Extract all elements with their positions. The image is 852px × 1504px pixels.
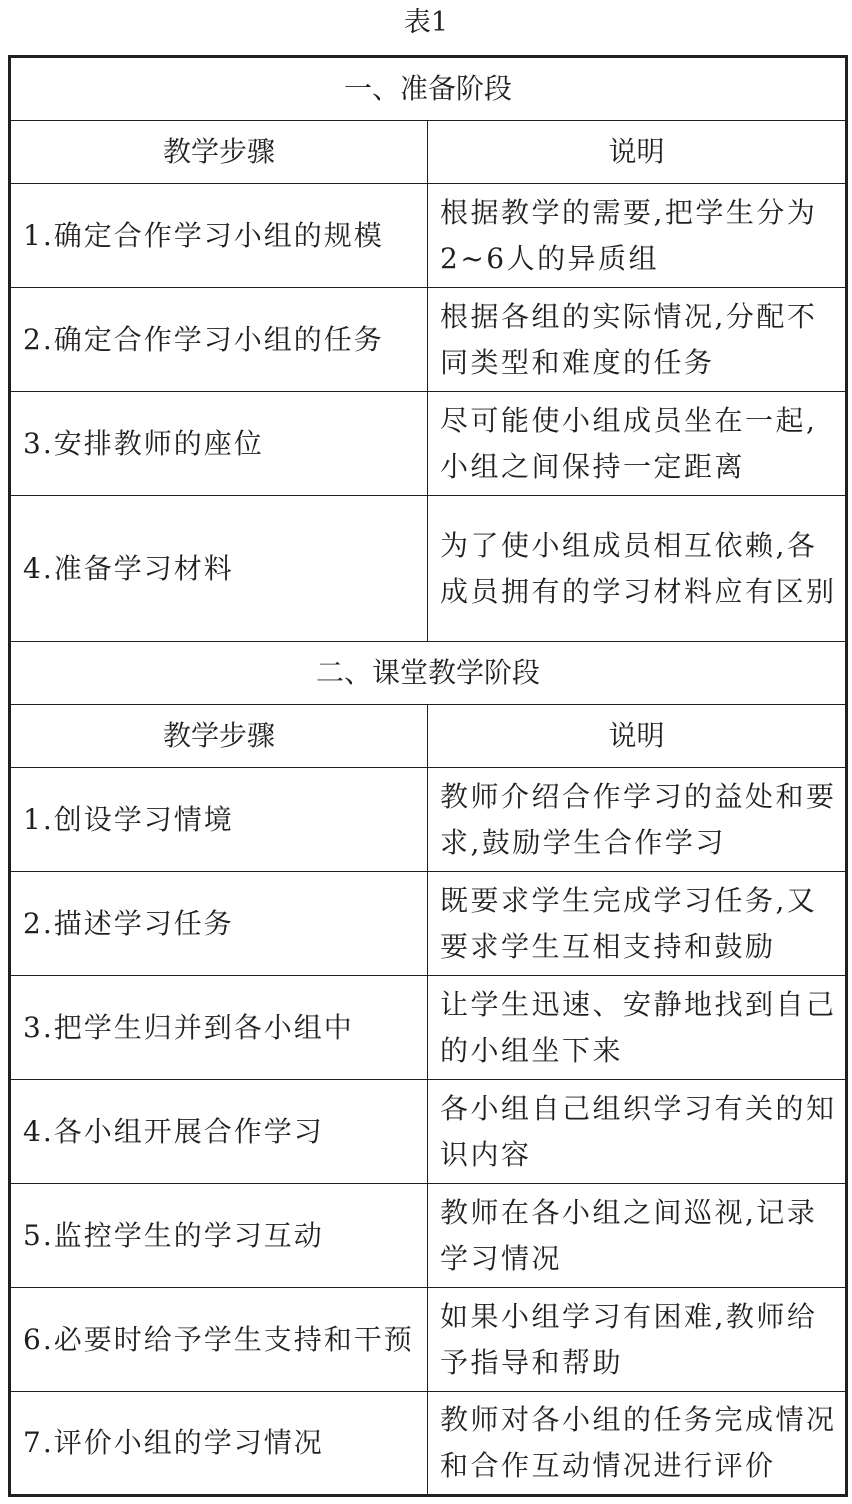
table-row [10, 184, 847, 288]
table-row [10, 288, 847, 392]
table-row [10, 1288, 847, 1392]
step-cell: 3.把学生归并到各小组中 [10, 976, 428, 1080]
step-cell: 6.必要时给予学生支持和干预 [10, 1288, 428, 1392]
step-cell: 4.准备学习材料 [10, 496, 428, 642]
step-cell: 5.监控学生的学习互动 [10, 1184, 428, 1288]
section-title-row [10, 57, 847, 121]
table-row [10, 1184, 847, 1288]
desc-cell: 让学生迅速、安静地找到自己的小组坐下来 [428, 976, 847, 1080]
step-cell: 1.创设学习情境 [10, 768, 428, 872]
column-header-row [10, 121, 847, 184]
step-cell: 3.安排教师的座位 [10, 392, 428, 496]
column-header-desc: 说明 [428, 705, 847, 768]
table-row [10, 392, 847, 496]
table-row [10, 496, 847, 642]
step-cell: 7.评价小组的学习情况 [10, 1392, 428, 1496]
desc-cell: 根据各组的实际情况,分配不同类型和难度的任务 [428, 288, 847, 392]
table-row [10, 1080, 847, 1184]
desc-cell: 为了使小组成员相互依赖,各成员拥有的学习材料应有区别 [428, 496, 847, 642]
desc-cell: 尽可能使小组成员坐在一起,小组之间保持一定距离 [428, 392, 847, 496]
step-cell: 2.描述学习任务 [10, 872, 428, 976]
desc-cell: 各小组自己组织学习有关的知识内容 [428, 1080, 847, 1184]
section-title-row [10, 642, 847, 705]
column-header-desc: 说明 [428, 121, 847, 184]
table-caption: 表1 [403, 7, 449, 38]
teaching-steps-table [8, 55, 848, 1497]
step-cell: 2.确定合作学习小组的任务 [10, 288, 428, 392]
desc-cell: 教师介绍合作学习的益处和要求,鼓励学生合作学习 [428, 768, 847, 872]
table-row [10, 976, 847, 1080]
step-cell: 1.确定合作学习小组的规模 [10, 184, 428, 288]
section-title: 二、课堂教学阶段 [10, 642, 847, 705]
desc-cell: 如果小组学习有困难,教师给予指导和帮助 [428, 1288, 847, 1392]
step-cell: 4.各小组开展合作学习 [10, 1080, 428, 1184]
column-header-step: 教学步骤 [10, 705, 428, 768]
column-header-row [10, 705, 847, 768]
desc-cell: 教师在各小组之间巡视,记录学习情况 [428, 1184, 847, 1288]
table-row [10, 872, 847, 976]
desc-cell: 既要求学生完成学习任务,又要求学生互相支持和鼓励 [428, 872, 847, 976]
table-row [10, 768, 847, 872]
desc-cell: 教师对各小组的任务完成情况和合作互动情况进行评价 [428, 1392, 847, 1496]
desc-cell: 根据教学的需要,把学生分为2~6人的异质组 [428, 184, 847, 288]
column-header-step: 教学步骤 [10, 121, 428, 184]
table-row [10, 1392, 847, 1496]
section-title: 一、准备阶段 [10, 57, 847, 121]
